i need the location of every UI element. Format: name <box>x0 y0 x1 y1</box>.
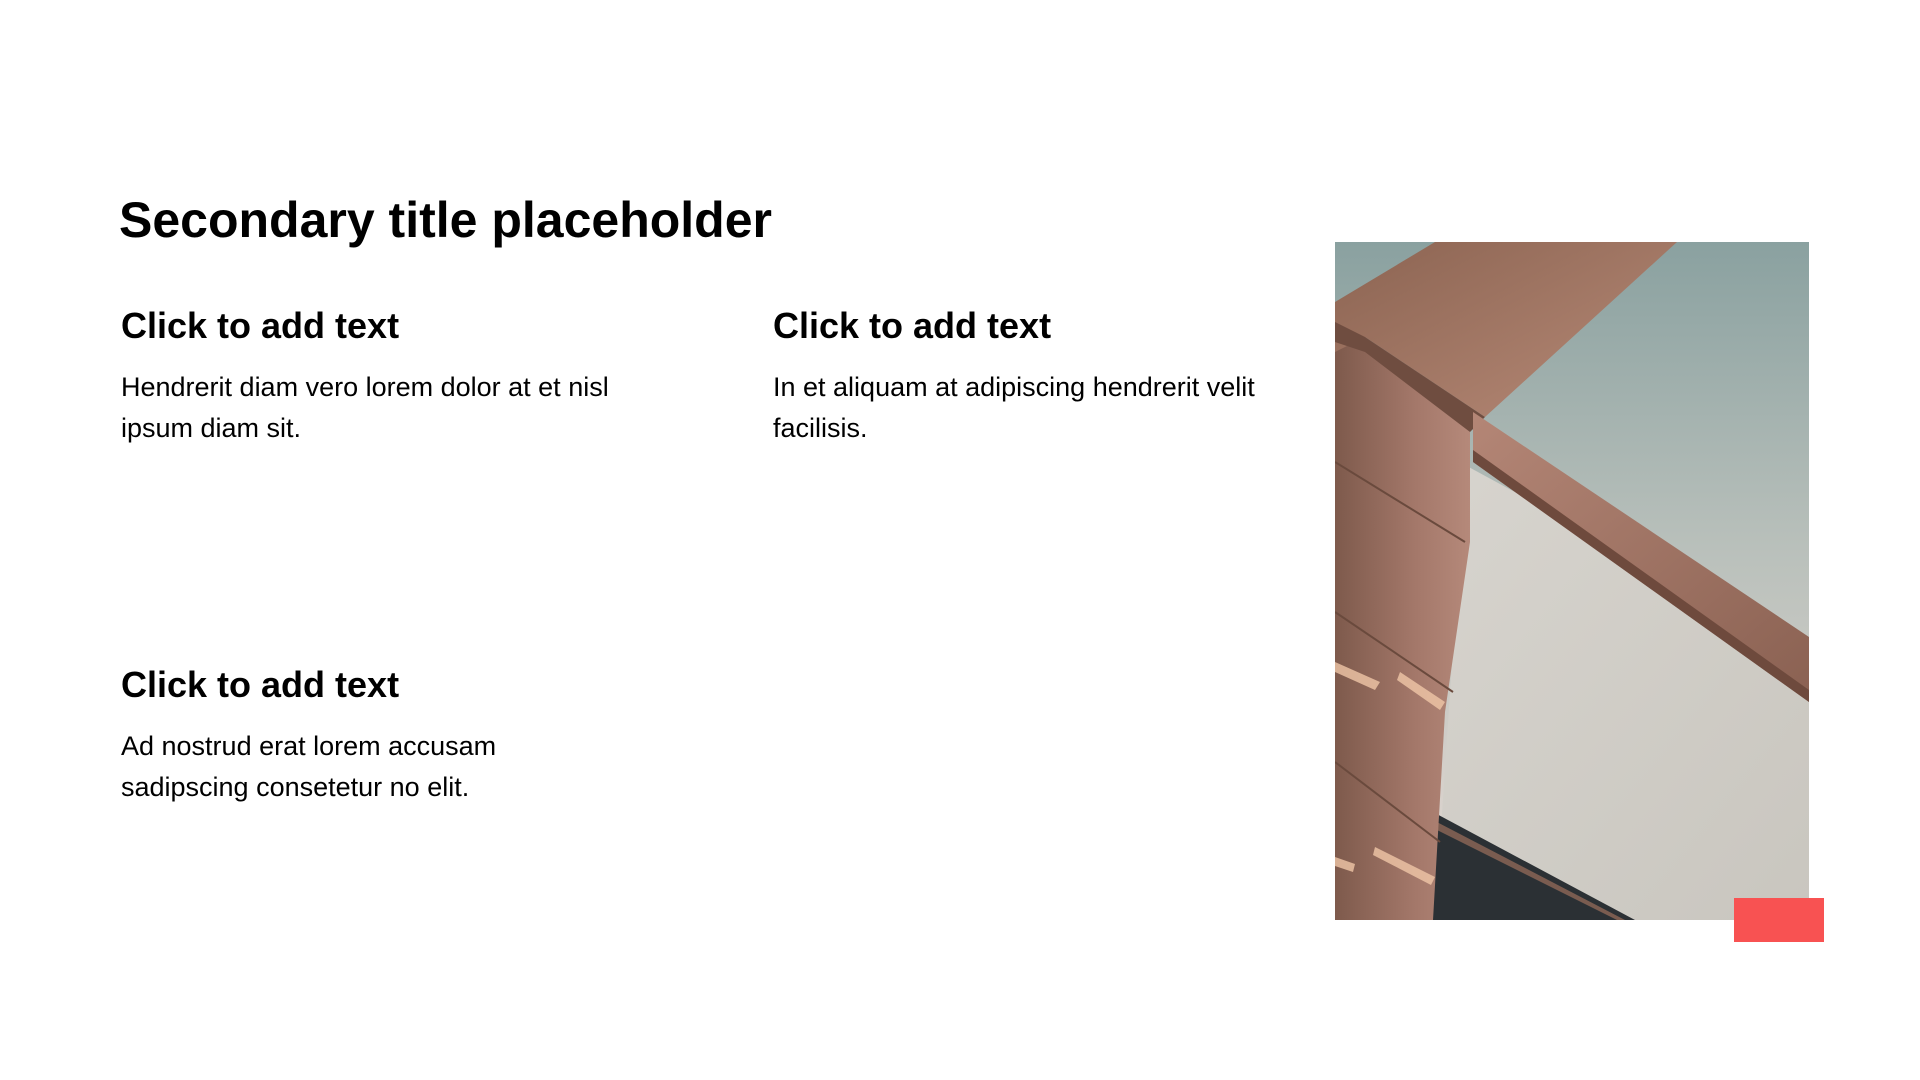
text-block-3-body[interactable]: Ad nostrud erat lorem accusam sadipscing consetetur no elit. <box>121 731 497 803</box>
text-block-2[interactable] <box>773 304 1313 449</box>
text-block-3[interactable] <box>121 663 581 808</box>
text-block-2-heading[interactable]: Click to add text <box>773 305 1052 346</box>
text-block-1-body[interactable]: Hendrerit diam vero lorem dolor at et nisl ipsum diam sit. <box>121 372 609 444</box>
text-block-1-heading[interactable]: Click to add text <box>121 305 400 346</box>
text-block-3-heading[interactable]: Click to add text <box>121 664 400 705</box>
architecture-image-illustration <box>1335 242 1809 920</box>
text-block-2-body[interactable]: In et aliquam at adipiscing hendrerit velit facilisis. <box>773 372 1255 444</box>
slide-title[interactable]: Secondary title placeholder <box>119 192 772 248</box>
accent-rectangle <box>1734 898 1824 942</box>
architecture-image[interactable] <box>1335 242 1809 920</box>
text-block-1[interactable] <box>121 304 681 449</box>
